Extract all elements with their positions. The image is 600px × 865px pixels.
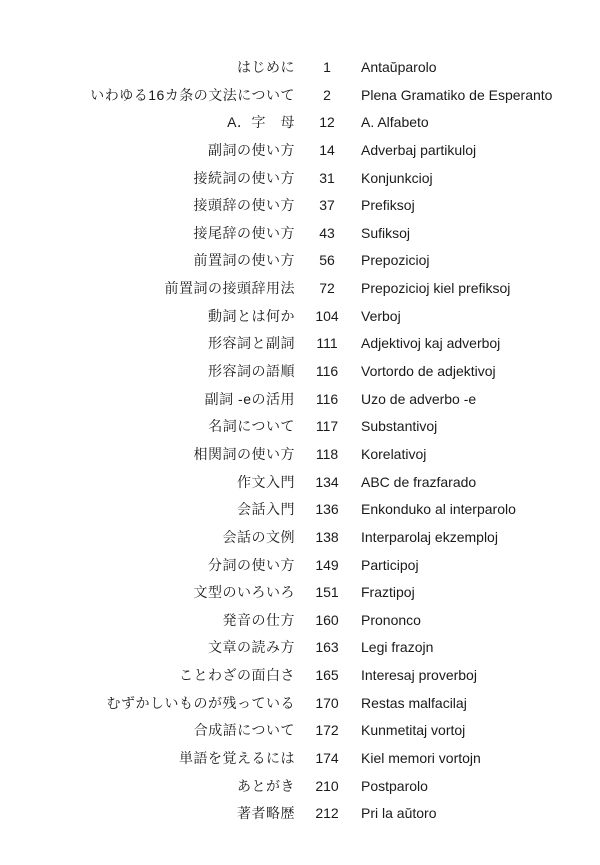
toc-title-japanese: 副詞 -eの活用 bbox=[204, 390, 295, 407]
toc-title-japanese: 名詞について bbox=[208, 418, 295, 435]
toc-title-esperanto: Prepozicioj kiel prefiksoj bbox=[361, 280, 511, 297]
toc-page-number: 116 bbox=[315, 390, 339, 407]
toc-title-esperanto: Prononco bbox=[361, 611, 421, 628]
toc-entry bbox=[0, 109, 600, 137]
toc-entry bbox=[0, 303, 600, 331]
toc-entry bbox=[0, 192, 600, 220]
toc-title-japanese: 副詞の使い方 bbox=[208, 141, 295, 158]
toc-title-esperanto: Pri la aŭtoro bbox=[361, 805, 437, 822]
toc-title-japanese: むずかしいものが残っている bbox=[106, 694, 295, 711]
toc-entry bbox=[0, 745, 600, 773]
toc-title-esperanto: Legi frazojn bbox=[361, 639, 434, 656]
toc-page-number: 43 bbox=[319, 224, 335, 241]
toc-entry bbox=[0, 275, 600, 303]
toc-page-number: 165 bbox=[315, 667, 339, 684]
toc-title-esperanto: Kunmetitaj vortoj bbox=[361, 722, 466, 739]
toc-entry bbox=[0, 413, 600, 441]
toc-title-esperanto: Interparolaj ekzemploj bbox=[361, 528, 498, 545]
toc-page-number: 174 bbox=[315, 750, 339, 767]
toc-title-japanese: 作文入門 bbox=[237, 473, 295, 490]
toc-title-japanese: はじめに bbox=[237, 59, 295, 75]
toc-entry bbox=[0, 165, 600, 193]
toc-title-japanese: 文章の読み方 bbox=[208, 639, 295, 656]
toc-page-number: 160 bbox=[315, 611, 339, 628]
toc-page-number: 134 bbox=[315, 473, 339, 490]
toc-title-japanese: 形容詞と副詞 bbox=[208, 335, 295, 352]
toc-title-esperanto: Substantivoj bbox=[361, 418, 438, 435]
toc-title-esperanto: Restas malfacilaj bbox=[361, 694, 467, 711]
toc-title-japanese: 合成語について bbox=[193, 722, 295, 739]
toc-title-japanese: 接頭辞の使い方 bbox=[193, 197, 295, 214]
toc-page-number: 170 bbox=[315, 694, 339, 711]
toc-page-number: 31 bbox=[319, 169, 335, 186]
toc-entry bbox=[0, 662, 600, 690]
toc-page-number: 111 bbox=[316, 335, 338, 352]
toc-title-japanese: A．字 母 bbox=[227, 114, 295, 131]
toc-entry bbox=[0, 800, 600, 828]
toc-entry bbox=[0, 386, 600, 414]
toc-title-esperanto: A. Alfabeto bbox=[361, 114, 429, 131]
toc-entry bbox=[0, 330, 600, 358]
toc-entry bbox=[0, 220, 600, 248]
toc-title-japanese: 単語を覚えるには bbox=[179, 750, 295, 767]
toc-entry bbox=[0, 717, 600, 745]
toc-title-japanese: 文型のいろいろ bbox=[193, 584, 295, 601]
toc-title-esperanto: Kiel memori vortojn bbox=[361, 750, 481, 767]
toc-title-esperanto: Korelativoj bbox=[361, 445, 427, 462]
toc-entry bbox=[0, 358, 600, 386]
toc-title-esperanto: ABC de frazfarado bbox=[361, 473, 477, 490]
toc-title-japanese: 前置詞の使い方 bbox=[193, 252, 295, 269]
toc-page-number: 37 bbox=[319, 197, 335, 214]
toc-entry bbox=[0, 634, 600, 662]
toc-page-number: 172 bbox=[315, 722, 339, 739]
toc-title-japanese: 形容詞の語順 bbox=[208, 363, 295, 380]
toc-title-esperanto: Prepozicioj bbox=[361, 252, 430, 269]
toc-page-number: 104 bbox=[315, 307, 339, 324]
toc-entry bbox=[0, 54, 600, 82]
toc-title-esperanto: Adverbaj partikuloj bbox=[361, 141, 477, 158]
toc-entry bbox=[0, 82, 600, 110]
toc-entry bbox=[0, 690, 600, 718]
toc-page-number: 2 bbox=[323, 86, 331, 103]
toc-page-number: 136 bbox=[315, 501, 339, 518]
toc-title-japanese: 接尾辞の使い方 bbox=[193, 224, 295, 241]
toc-title-esperanto: Interesaj proverboj bbox=[361, 667, 477, 684]
toc-title-esperanto: Sufiksoj bbox=[361, 224, 411, 241]
toc-page-number: 212 bbox=[315, 805, 339, 822]
toc-title-japanese: いわゆる16カ条の文法について bbox=[90, 86, 295, 103]
toc-page-number: 1 bbox=[323, 59, 331, 75]
toc-title-japanese: 会話入門 bbox=[237, 501, 295, 518]
toc-page-number: 163 bbox=[315, 639, 339, 656]
toc-entry bbox=[0, 469, 600, 497]
toc-page-number: 117 bbox=[315, 418, 339, 435]
toc-page-number: 118 bbox=[315, 445, 339, 462]
toc-title-japanese: ことわざの面白さ bbox=[179, 667, 295, 684]
toc-title-esperanto: Uzo de adverbo -e bbox=[361, 390, 477, 407]
toc-title-esperanto: Adjektivoj kaj adverboj bbox=[361, 335, 501, 352]
toc-page-number: 116 bbox=[315, 363, 339, 380]
toc-title-esperanto: Fraztipoj bbox=[361, 584, 415, 601]
toc-title-esperanto: Enkonduko al interparolo bbox=[361, 501, 516, 518]
toc-title-japanese: 動詞とは何か bbox=[208, 307, 295, 324]
toc-title-japanese: あとがき bbox=[237, 777, 295, 794]
toc-entry bbox=[0, 137, 600, 165]
toc-title-esperanto: Postparolo bbox=[361, 777, 428, 794]
toc-title-esperanto: Plena Gramatiko de Esperanto bbox=[361, 86, 553, 103]
toc-page-number: 72 bbox=[319, 280, 335, 297]
toc-title-japanese: 分詞の使い方 bbox=[208, 556, 295, 573]
toc-entry bbox=[0, 496, 600, 524]
toc-title-japanese: 会話の文例 bbox=[222, 528, 295, 545]
table-of-contents bbox=[0, 54, 600, 828]
toc-title-esperanto: Konjunkcioj bbox=[361, 169, 433, 186]
toc-title-japanese: 相関詞の使い方 bbox=[193, 445, 295, 462]
toc-title-esperanto: Prefiksoj bbox=[361, 197, 415, 214]
toc-page-number: 151 bbox=[315, 584, 339, 601]
toc-page-number: 138 bbox=[315, 528, 339, 545]
toc-entry bbox=[0, 579, 600, 607]
toc-page-number: 56 bbox=[319, 252, 335, 269]
toc-entry bbox=[0, 247, 600, 275]
toc-entry bbox=[0, 524, 600, 552]
toc-title-esperanto: Verboj bbox=[361, 307, 401, 324]
toc-page-number: 14 bbox=[319, 141, 335, 158]
toc-page-number: 210 bbox=[315, 777, 339, 794]
toc-entry bbox=[0, 552, 600, 580]
toc-title-esperanto: Antaŭparolo bbox=[361, 59, 437, 75]
toc-page-number: 149 bbox=[315, 556, 339, 573]
toc-title-japanese: 発音の仕方 bbox=[222, 611, 295, 628]
toc-entry bbox=[0, 441, 600, 469]
toc-title-esperanto: Vortordo de adjektivoj bbox=[361, 363, 496, 380]
toc-title-esperanto: Participoj bbox=[361, 556, 419, 573]
toc-title-japanese: 接続詞の使い方 bbox=[193, 169, 295, 186]
toc-entry bbox=[0, 773, 600, 801]
toc-page-number: 12 bbox=[319, 114, 335, 131]
toc-title-japanese: 著者略歴 bbox=[237, 805, 295, 822]
toc-entry bbox=[0, 607, 600, 635]
toc-title-japanese: 前置詞の接頭辞用法 bbox=[164, 280, 295, 297]
